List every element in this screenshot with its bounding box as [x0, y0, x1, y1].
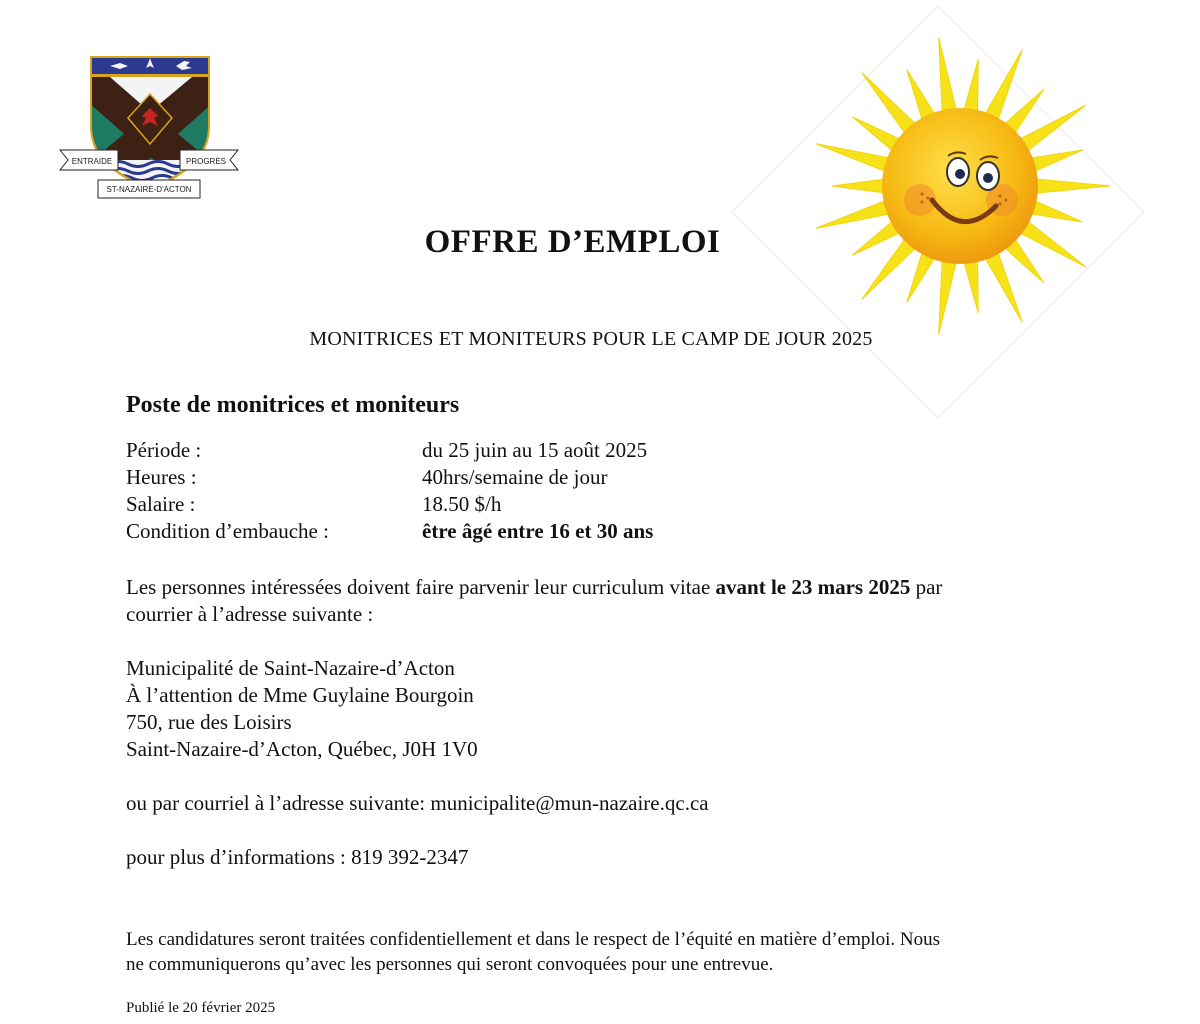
municipality-name-ribbon: ST-NAZAIRE-D'ACTON	[106, 185, 192, 194]
application-text: courrier à l’adresse suivante :	[126, 602, 374, 626]
detail-value: du 25 juin au 15 août 2025	[422, 438, 648, 462]
mailing-address	[126, 655, 478, 763]
detail-label: Période :	[126, 438, 202, 462]
detail-value: 40hrs/semaine de jour	[422, 465, 608, 489]
email-line: ou par courriel à l’adresse suivante: municipalite@mun-nazaire.qc.ca	[126, 791, 709, 815]
motto-left: ENTRAIDE	[71, 157, 113, 166]
address-line: 750, rue des Loisirs	[126, 710, 292, 734]
detail-row-salary	[126, 492, 501, 517]
detail-label: Condition d’embauche :	[126, 519, 329, 543]
publication-date: Publié le 20 février 2025	[126, 1000, 276, 1016]
application-text: Les personnes intéressées doivent faire parvenir leur curriculum vitae	[126, 575, 716, 599]
subtitle: MONITRICES ET MONITEURS POUR LE CAMP DE JOUR 2025	[309, 328, 873, 350]
deadline: avant le 23 mars 2025	[715, 575, 911, 599]
detail-value: 18.50 $/h	[422, 492, 502, 516]
application-text: par	[910, 575, 943, 599]
detail-label: Heures :	[126, 465, 197, 489]
page-title: OFFRE D’EMPLOI	[424, 224, 721, 260]
detail-label: Salaire :	[126, 492, 196, 516]
municipal-coat-of-arms	[58, 52, 240, 202]
notice-line: ne communiquerons qu’avec les personnes qui seront convoquées pour une entrevue.	[126, 954, 774, 975]
notice-line: Les candidatures seront traitées confidentiellement et dans le respect de l’équité en matière d’emploi. Nous	[126, 929, 941, 950]
detail-row-condition	[126, 519, 653, 544]
application-paragraph	[126, 574, 942, 628]
address-line: Saint-Nazaire-d’Acton, Québec, J0H 1V0	[126, 737, 478, 761]
detail-value: être âgé entre 16 et 30 ans	[422, 519, 654, 543]
confidentiality-notice	[126, 927, 940, 977]
sun-illustration	[726, 0, 1150, 424]
section-heading: Poste de monitrices et moniteurs	[126, 392, 460, 418]
motto-right: PROGRÈS	[185, 157, 227, 166]
address-line: Municipalité de Saint-Nazaire-d’Acton	[126, 656, 455, 680]
detail-row-period	[126, 438, 647, 463]
detail-row-hours	[126, 465, 607, 490]
address-line: À l’attention de Mme Guylaine Bourgoin	[126, 683, 474, 707]
info-phone-line: pour plus d’informations : 819 392-2347	[126, 845, 469, 869]
